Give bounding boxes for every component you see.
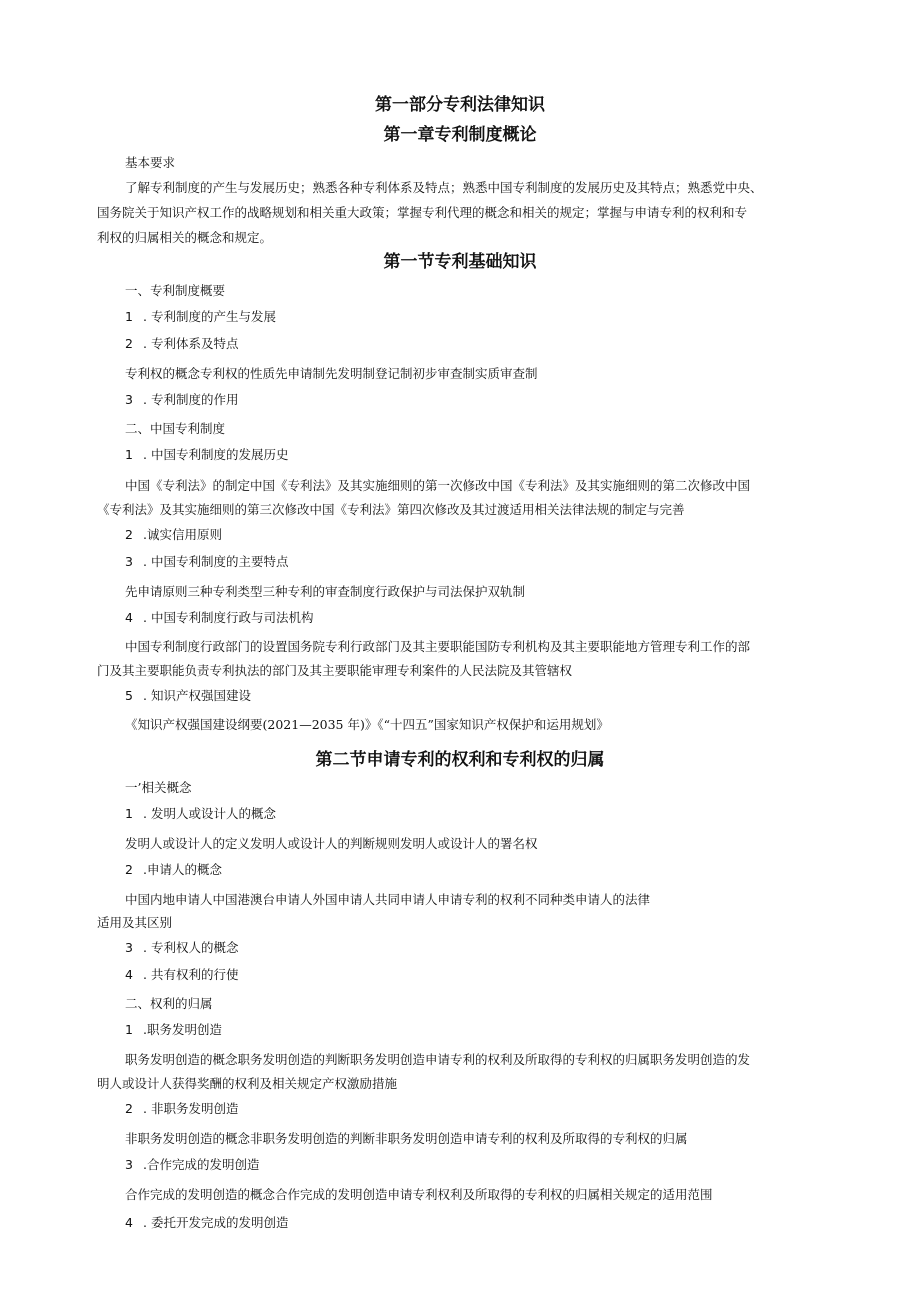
item-number: 3 [125, 1157, 133, 1172]
item-number: 3 [125, 554, 133, 569]
chapter-title: 第一章专利制度概论 [383, 125, 537, 145]
item-description: 发明人或设计人的定义发明人或设计人的判断规则发明人或设计人的署名权 [125, 836, 538, 851]
item-number: 4 [125, 1215, 133, 1230]
item-number: 2 [125, 1101, 133, 1116]
item-label: . 发明人或设计人的概念 [143, 806, 276, 821]
item-label: . 共有权利的行使 [143, 967, 239, 982]
item-description: 门及其主要职能负责专利执法的部门及其主要职能审理专利案件的人民法院及其管辖权 [97, 663, 573, 678]
item-number: 4 [125, 610, 133, 625]
numbered-item [125, 965, 238, 983]
item-number: 2 [125, 862, 133, 877]
item-number: 3 [125, 392, 133, 407]
item-label: . 中国专利制度的主要特点 [143, 554, 289, 569]
item-label: . 专利权人的概念 [143, 940, 239, 955]
item-label: . 非职务发明创造 [143, 1101, 239, 1116]
item-label: . 委托开发完成的发明创造 [143, 1215, 289, 1230]
item-label: .诚实信用原则 [143, 527, 222, 542]
numbered-item [125, 1020, 222, 1038]
item-number: 3 [125, 940, 133, 955]
numbered-item [125, 1099, 238, 1117]
numbered-item [125, 860, 222, 878]
section-title: 第一节专利基础知识 [383, 252, 537, 272]
item-number: 5 [125, 688, 133, 703]
basic-requirements-line: 利权的归属相关的概念和规定。 [97, 230, 273, 245]
subsection-heading: 一’相关概念 [125, 780, 192, 795]
item-description: 适用及其区别 [97, 915, 173, 930]
item-description: 职务发明创造的概念职务发明创造的判断职务发明创造申请专利的权利及所取得的专利权的归属职务发明创造的发 [125, 1052, 751, 1067]
numbered-item [125, 938, 238, 956]
item-number: 1 [125, 806, 133, 821]
item-number: 1 [125, 447, 133, 462]
basic-requirements-label: 基本要求 [125, 155, 176, 170]
item-label: . 专利体系及特点 [143, 336, 239, 351]
basic-requirements-line: 了解专利制度的产生与发展历史；熟悉各种专利体系及特点；熟悉中国专利制度的发展历史及其特点；熟悉党中央、 [125, 180, 763, 195]
item-description: 先申请原则三种专利类型三种专利的审查制度行政保护与司法保护双轨制 [125, 584, 526, 599]
part-title: 第一部分专利法律知识 [375, 95, 545, 115]
item-label: .申请人的概念 [143, 862, 222, 877]
item-number: 4 [125, 967, 133, 982]
item-number: 1 [125, 1022, 133, 1037]
subsection-heading: 一、专利制度概要 [125, 283, 226, 298]
numbered-item [125, 686, 251, 704]
item-description: 中国专利制度行政部门的设置国务院专利行政部门及其主要职能国防专利机构及其主要职能地方管理专利工作的部 [125, 639, 751, 654]
item-description: 《知识产权强国建设纲要(2021—2035 年)》《“十四五”国家知识产权保护和运用规划》 [125, 717, 609, 732]
numbered-item [125, 307, 276, 325]
numbered-item [125, 390, 238, 408]
item-description: 中国内地申请人中国港澳台申请人外国申请人共同申请人申请专利的权利不同种类申请人的法律 [125, 892, 651, 907]
item-description: 明人或设计人获得奖酬的权利及相关规定产权激励措施 [97, 1076, 398, 1091]
item-description: 《专利法》及其实施细则的第三次修改中国《专利法》第四次修改及其过渡适用相关法律法规的制定与完善 [97, 502, 685, 517]
item-label: . 专利制度的作用 [143, 392, 239, 407]
section-title: 第二节申请专利的权利和专利权的归属 [315, 750, 605, 770]
numbered-item [125, 445, 288, 463]
numbered-item [125, 804, 276, 822]
item-label: .职务发明创造 [143, 1022, 222, 1037]
item-label: . 专利制度的产生与发展 [143, 309, 276, 324]
subsection-heading: 二、权利的归属 [125, 996, 213, 1011]
item-description: 非职务发明创造的概念非职务发明创造的判断非职务发明创造申请专利的权利及所取得的专利权的归属 [125, 1131, 688, 1146]
basic-requirements-line: 国务院关于知识产权工作的战略规划和相关重大政策；掌握专利代理的概念和相关的规定；掌握与申请专利的权利和专 [97, 205, 748, 220]
numbered-item [125, 608, 313, 626]
numbered-item [125, 1213, 288, 1231]
item-description: 合作完成的发明创造的概念合作完成的发明创造申请专利权利及所取得的专利权的归属相关规定的适用范围 [125, 1187, 713, 1202]
numbered-item [125, 334, 238, 352]
item-number: 1 [125, 309, 133, 324]
numbered-item [125, 552, 288, 570]
subsection-heading: 二、中国专利制度 [125, 421, 226, 436]
item-label: . 知识产权强国建设 [143, 688, 251, 703]
numbered-item [125, 1155, 259, 1173]
item-label: .合作完成的发明创造 [143, 1157, 260, 1172]
item-label: . 中国专利制度行政与司法机构 [143, 610, 314, 625]
item-number: 2 [125, 336, 133, 351]
item-description: 中国《专利法》的制定中国《专利法》及其实施细则的第一次修改中国《专利法》及其实施细则的第二次修改中国 [125, 478, 751, 493]
numbered-item [125, 525, 222, 543]
item-number: 2 [125, 527, 133, 542]
item-label: . 中国专利制度的发展历史 [143, 447, 289, 462]
item-description: 专利权的概念专利权的性质先申请制先发明制登记制初步审查制实质审查制 [125, 366, 538, 381]
